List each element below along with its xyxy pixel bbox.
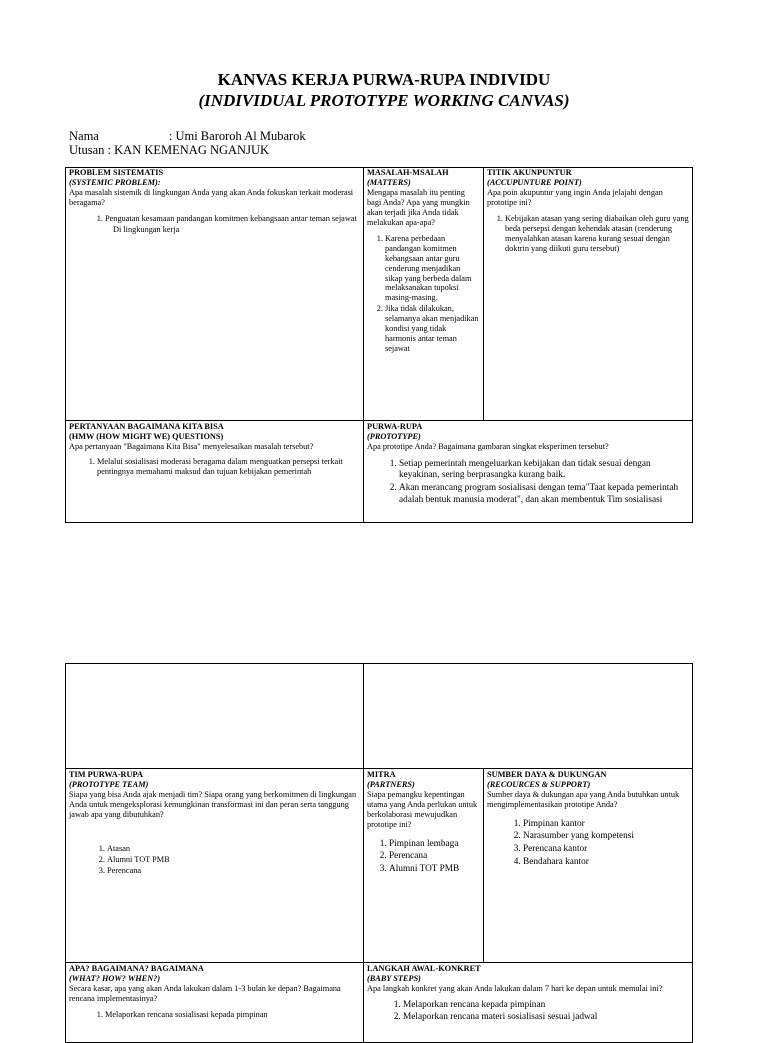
matters-question: Mengapa masalah itu penting bagi Anda? Apa yang mungkin akan terjadi jika Anda tidak melakukan apa-apa? [367,187,470,227]
prototype-subheading: (PROTOTYPE) [367,431,421,441]
baby-steps-cell [364,963,692,1024]
what-how-item: 1. Melaporkan rencana sosialisasi kepada pimpinan [105,1010,359,1020]
hmw-heading: PERTANYAAN BAGAIMANA KITA BISA [69,422,224,431]
matters-item: 1. Karena perbedaan pandangan komitmen kebangsaan antar guru cenderung menjadikan sikap yang berbeda dalam melaksanakan tupoksi masing-masing. [385,234,479,304]
nama-row [69,129,306,144]
what-how-subheading: (WHAT? HOW? WHEN?) [69,973,161,983]
hmw-item: 1. Melalui sosialisasi moderasi beragama dalam menguatkan persepsi terkait pentingnya memahami maksud dan tujuan kebijakan pemerintah [97,457,359,477]
baby-steps-heading: LANGKAH AWAL-KONKRET [367,964,481,973]
partners-question: Siapa pemangku kepentingan utama yang Anda perlukan untuk berkolaborasi mewujudkan prototipe ini? [367,789,478,829]
hmw-subheading: (HMW (HOW MIGHT WE) QUESTIONS) [69,431,224,441]
matters-subheading: (MATTERS) [367,177,411,187]
partners-subheading: (PARTNERS) [367,779,415,789]
nama-value: : Umi Baroroh Al Mubarok [168,129,306,143]
acupuncture-cell [484,167,692,419]
baby-steps-question: Apa langkah konkret yang akan Anda lakukan dalam 7 hari ke depan untuk memulai ini? [367,983,663,993]
partners-item: 3. Alumni TOT PMB [389,864,479,876]
partners-item: 1. Pimpinan lembaga [389,839,479,851]
prototype-item: 2. Akan merancang program sosialisasi dengan tema"Taat kepada pemerintah adalah bentuk manusia moderat", dan akan membentuk Tim sosialisasi [399,483,689,506]
nama-label: Nama [69,129,99,143]
prototype-question: Apa prototipe Anda? Bagaimana gambaran singkat eksperimen tersebut? [367,441,609,451]
matters-item: 2. Jika tidak dilakukan, selamanya akan menjadikan kondisi yang tidak harmonis antar teman sejawat [385,304,479,354]
team-subheading: (PROTOTYPE TEAM) [69,779,149,789]
problem-question: Apa masalah sistemik di lingkungan Anda yang akan Anda fokuskan terkait moderasi beragama? [69,187,354,207]
prototype-heading: PURWA-RUPA [367,422,423,431]
page-title: KANVAS KERJA PURWA-RUPA INDIVIDU [217,70,551,89]
prototype-item: 1. Setiap pemerintah mengeluarkan kebijakan dan tidak sesuai dengan keyakinan, sering berprasangka kurang baik. [399,459,689,482]
acupuncture-subheading: (ACCUPUNTURE POINT) [487,177,582,187]
partners-heading: MITRA [367,770,396,779]
utusan-label: Utusan [69,143,105,157]
resources-item: 1. Pimpinan kantor [523,819,689,831]
resources-item: 4. Bendahara kantor [523,857,689,869]
matters-heading: MASALAH-MSALAH [367,168,449,177]
hmw-cell [66,421,362,522]
baby-steps-item: 1. Melaporkan rencana kepada pimpinan [403,1000,689,1012]
problem-heading: PROBLEM SISTEMATIS [69,168,164,177]
baby-steps-item: 2. Melaporkan rencana materi sosialisasi sesuai jadwal [403,1012,689,1024]
page-subtitle: (INDIVIDUAL PROTOTYPE WORKING CANVAS) [198,91,570,110]
team-cell [66,769,362,961]
acupuncture-question: Apa poin akupuntur yang ingin Anda jelajahi dengan prototipe ini? [487,187,663,207]
team-item: 3. Perencana [107,866,359,876]
acupuncture-heading: TITIK AKUNPUNTUR [487,168,572,177]
team-item: 1. Atasan [107,844,359,854]
utusan-row [69,143,269,158]
problem-subheading: (SYSTEMIC PROBLEM): [69,177,161,187]
baby-steps-subheading: (BABY STEPS) [367,973,421,983]
team-item: 2. Alumni TOT PMB [107,855,359,865]
problem-extra: Di lingkungan kerja [113,224,180,234]
resources-subheading: (RECOURCES & SUPPORT) [487,779,591,789]
resources-item: 2. Narasumber yang kompetensi [523,831,689,843]
problem-cell [66,167,362,419]
partners-item: 2. Perencana [389,851,479,863]
resources-heading: SUMBER DAYA & DUKUNGAN [487,770,607,779]
resources-question: Sumber daya & dukungan apa yang Anda butuhkan untuk mengimplementasikan prototipe Anda? [487,789,680,809]
team-heading: TIM PURWA-RUPA [69,770,143,779]
what-how-question: Secara kasar, apa yang akan Anda lakukan dalam 1-3 bulan ke depan? Bagaimana rencana implementasinya? [69,983,341,1003]
acupuncture-item: 1. Kebijakan atasan yang sering diabaikan oleh guru yang beda persepsi dengan kehendak atasan (cenderung menyalahkan atasan karena kurang sesuai dengan doktrin yang diikuti guru tersebut) [505,214,689,254]
matters-cell [364,167,482,419]
resources-cell [484,769,692,961]
what-how-cell [66,963,362,1024]
what-how-heading: APA? BAGAIMANA? BAGAIMANA [69,964,204,973]
hmw-question: Apa pertanyaan "Bagaimana Kita Bisa" menyelesaikan masalah tersebut? [69,441,314,451]
partners-cell [364,769,482,961]
resources-item: 3. Perencana kantor [523,844,689,856]
utusan-value: : KAN KEMENAG NGANJUK [107,143,269,157]
prototype-cell [364,421,692,522]
team-question: Siapa yang bisa Anda ajak menjadi tim? Siapa orang yang berkomitmen di lingkungan Anda untuk mengeksplorasi kemungkinan transformasi ini dan peran serta tanggung jawab apa yang dibutuhkan? [69,789,357,819]
problem-item: 1. Penguatan kesamaan pandangan komitmen kebangsaan antar teman sejawat [105,214,359,224]
